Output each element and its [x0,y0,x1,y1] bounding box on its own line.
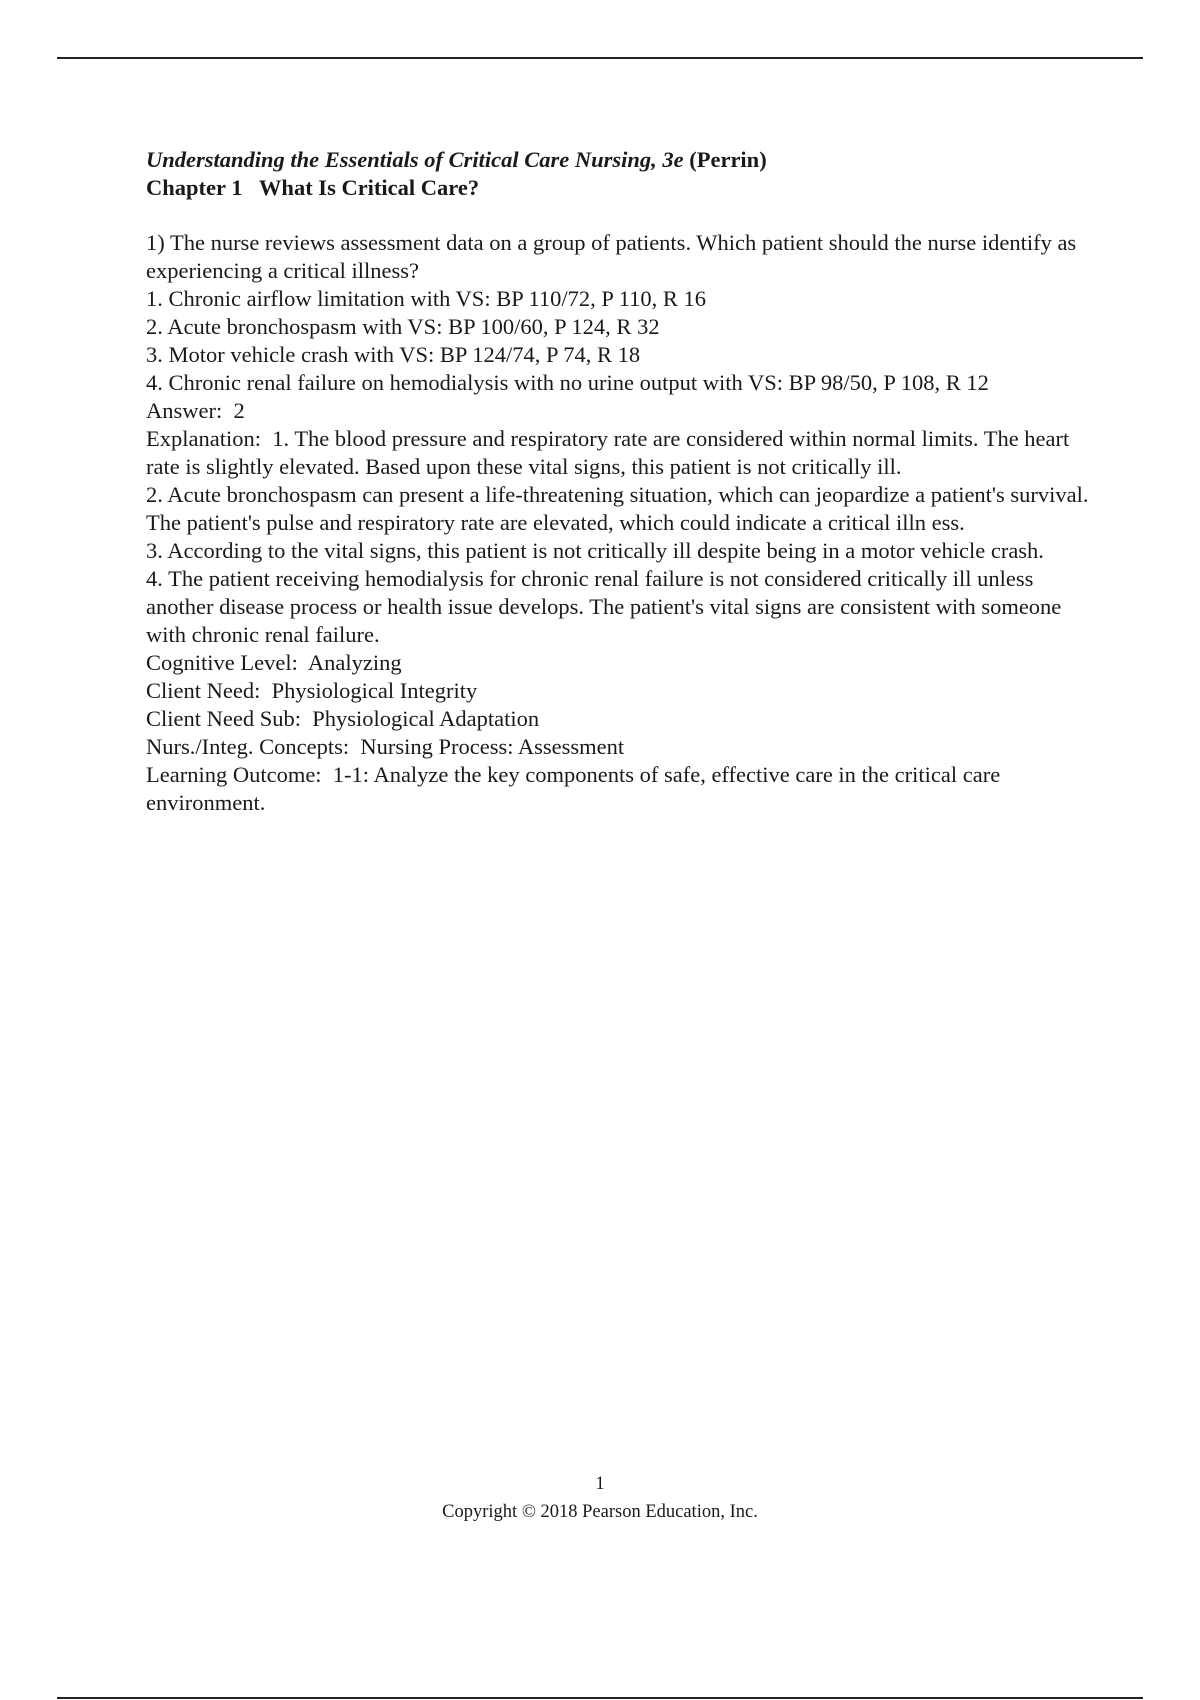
document-body [146,146,1096,817]
answer-option: 2. Acute bronchospasm with VS: BP 100/60, P 124, R 32 [146,314,660,339]
book-author: (Perrin) [683,147,767,172]
explanation-paragraph: 4. The patient receiving hemodialysis for chronic renal failure is not considered critically ill unless another disease process or health issue develops. The patient's vital signs are consistent with someone with chronic renal failure. [146,566,1067,647]
explanation-paragraph: 3. According to the vital signs, this patient is not critically ill despite being in a motor vehicle crash. [146,538,1044,563]
explanation-paragraph: Explanation: 1. The blood pressure and respiratory rate are considered within normal limits. The heart rate is slightly elevated. Based upon these vital signs, this patient is not critically ill. [146,426,1075,479]
chapter-title: Chapter 1 What Is Critical Care? [146,175,480,200]
client-need-sub: Client Need Sub: Physiological Adaptation [146,706,540,731]
learning-outcome: Learning Outcome: 1-1: Analyze the key components of safe, effective care in the critical care environment. [146,762,1006,815]
client-need: Client Need: Physiological Integrity [146,678,478,703]
answer-option: 4. Chronic renal failure on hemodialysis with no urine output with VS: BP 98/50, P 108, R 12 [146,370,989,395]
cognitive-level: Cognitive Level: Analyzing [146,650,402,675]
page-number: 1 [595,1474,605,1494]
question-stem: 1) The nurse reviews assessment data on a group of patients. Which patient should the nurse identify as experiencing a critical illness? [146,230,1082,283]
book-line [146,146,1096,174]
copyright-notice: Copyright © 2018 Pearson Education, Inc. [442,1502,758,1522]
book-title: Understanding the Essentials of Critical Care Nursing, 3e [146,147,684,172]
answer-option: 1. Chronic airflow limitation with VS: BP 110/72, P 110, R 16 [146,286,707,311]
integrated-concepts: Nurs./Integ. Concepts: Nursing Process: Assessment [146,734,625,759]
bottom-rule [57,1697,1143,1699]
answer-key: Answer: 2 [146,398,245,423]
explanation-paragraph: 2. Acute bronchospasm can present a life-threatening situation, which can jeopardize a patient's survival. The patient's pulse and respiratory rate are elevated, which could indicate a critical illn ess. [146,482,1094,535]
spacer [146,202,1096,229]
top-rule [57,57,1143,59]
answer-option: 3. Motor vehicle crash with VS: BP 124/74, P 74, R 18 [146,342,641,367]
